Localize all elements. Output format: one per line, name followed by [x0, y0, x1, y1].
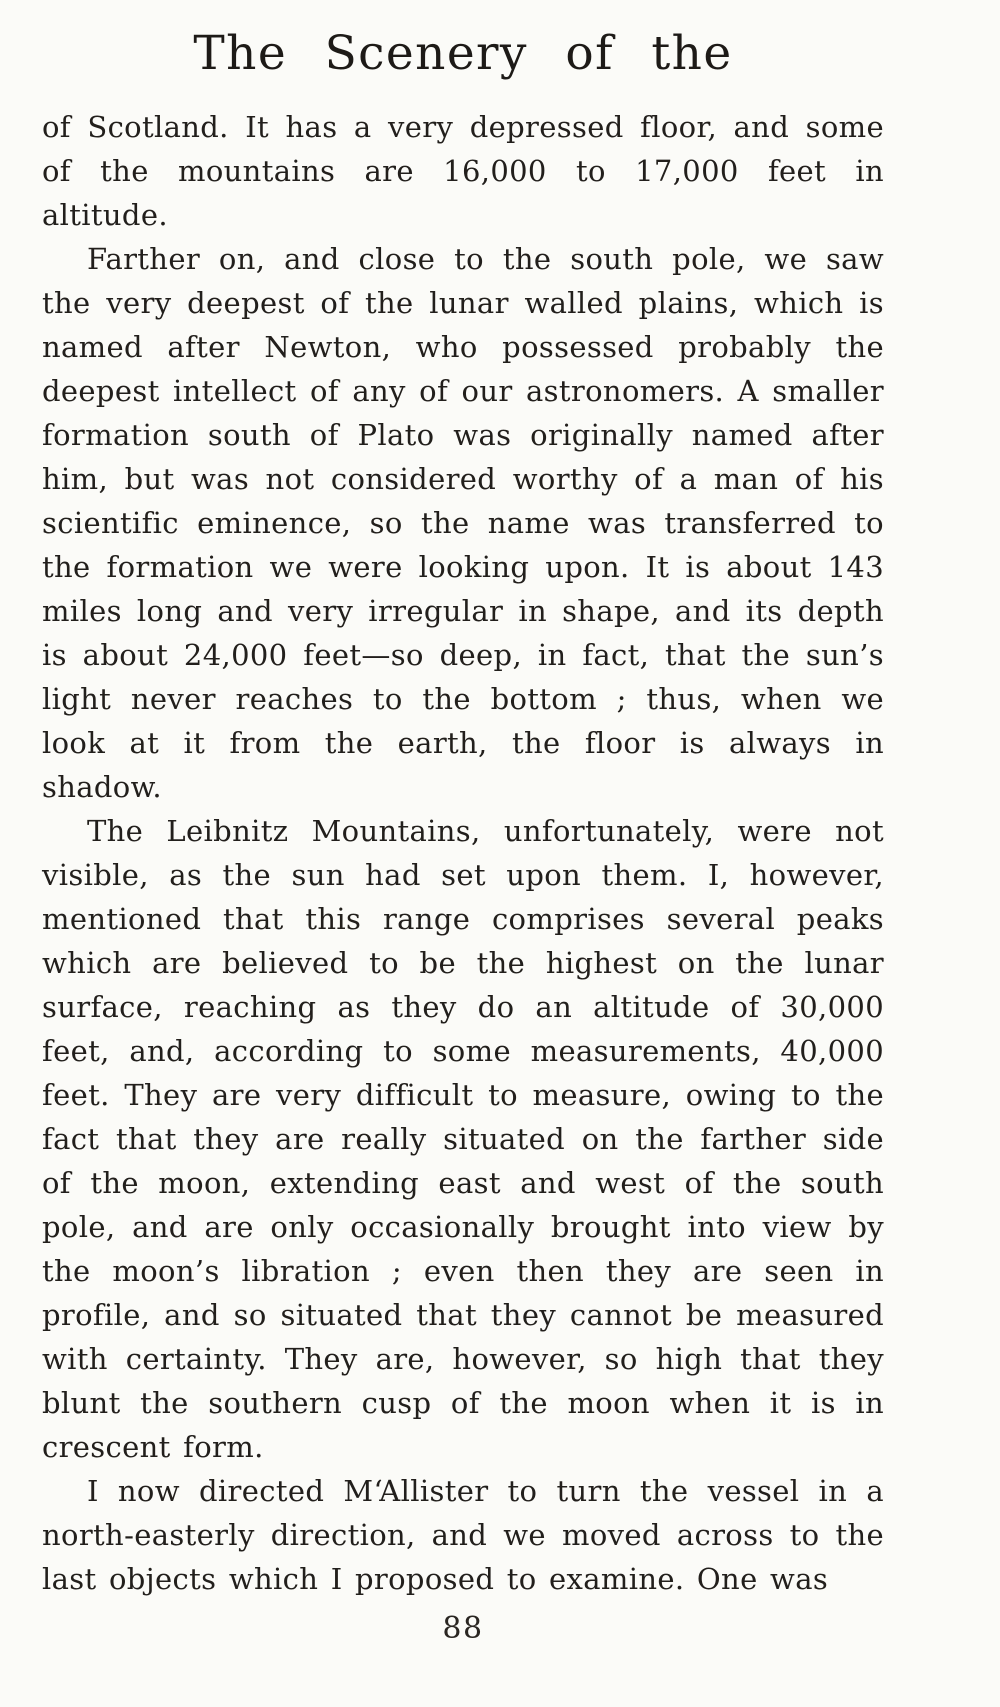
- paragraph: I now directed M‘Allister to turn the vessel in a north-easterly direction, and we moved across to the last objects which I proposed to examine. One was: [42, 1474, 884, 1596]
- paragraph: of Scotland. It has a very depressed floor, and some of the mountains are 16,000 to 17,000 feet in altitude.: [42, 110, 884, 232]
- paragraph: Farther on, and close to the south pole, we saw the very deepest of the lunar walled plains, which is named after Newton, who possessed probably the deepest intellect of any of our astronomers. A smaller formation south of Plato was originally named after him, but was not considered worthy of a man of his scientific eminence, so the name was transferred to the formation we were looking upon. It is about 143 miles long and very irregular in shape, and its depth is about 24,000 feet—so deep, in fact, that the sun’s light never reaches to the bottom ; thus, when we look at it from the earth, the floor is always in shadow.: [42, 242, 884, 804]
- page-body: [42, 105, 884, 1601]
- running-header-title: The Scenery of the: [193, 26, 733, 81]
- paragraph: The Leibnitz Mountains, unfortunately, were not visible, as the sun had set upon them. I, however, mentioned that this range comprises several peaks which are believed to be the highest on the lunar surface, reaching as they do an altitude of 30,000 feet, and, according to some measurements, 40,000 feet. They are very difficult to measure, owing to the fact that they are really situated on the farther side of the moon, extending east and west of the south pole, and are only occasionally brought into view by the moon’s libration ; even then they are seen in profile, and so situated that they cannot be measured with certainty. They are, however, so high that they blunt the southern cusp of the moon when it is in crescent form.: [42, 814, 884, 1464]
- page-number: 88: [442, 1611, 484, 1646]
